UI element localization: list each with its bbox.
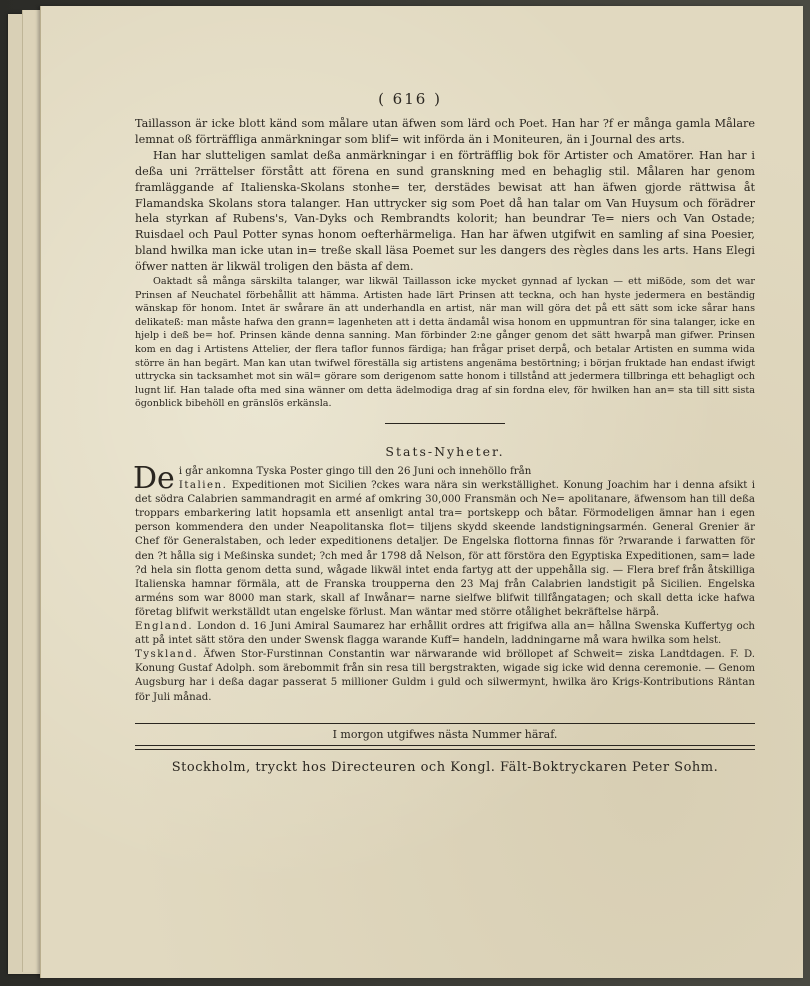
page-content — [135, 90, 755, 775]
news-text-england: London d. 16 Juni Amiral Saumarez har erhållit ordres att frigifwa alla an= hållna Swenska Kuffertyg och att på intet sätt störa den under Swensk flagga warande Kuff= handeln, laddningarne må wara hwilka som helst. — [135, 621, 755, 647]
section-divider — [385, 423, 505, 424]
paragraph-prinsen: Oaktadt så många särskilta talanger, war likwäl Taillasson icke mycket gynnad af lyckan — ett mißöde, som det war Prinsen af Neuchatel förbehållit att hämma. Artisten hade lärt Prinsen att teckna, och han hyste jedermera en beständig wänskap för honom. Intet är swårare än att underhandla en artist, när man will göra det på ett sätt som icke sårar hans delikateß: man måste hafwa den grann= lagenheten att i detta ändamål wisa honom en uppmuntran för sina talanger, icke en hjelp i deß be= hof. Prinsen kände denna sanning. Man förbinder 2:ne gånger genom det sätt hwarpå man gifwer. Prinsen kom en dag i Artistens Attelier, der flera taflor funnos färdiga; han frågar priset derpå, och betalar Artisten en summa wida större än han begärt. Man kan utan twifwel föreställa sig artistens angenäma bestörtning; i början fruktade han endast ifwigt uttrycka sin tacksamhet mot sin wäl= görare som derigenom satte honom i tillstånd att jedermera tillbringa ett behagligt och lugnt lif. Han talade ofta med sina wänner om detta ädelmodiga drag af sin fordna elev, för hwilken han an= sta till sitt sista ögonblick bibehöll en gränslös erkänsla. — [135, 276, 755, 410]
page-number: ( 616 ) — [378, 90, 442, 108]
section-title: Stats-Nyheter. — [385, 444, 505, 459]
news-text-italien: Expeditionen mot Sicilien ?ckes wara nära sin werkställighet. Konung Joachim har i denna afsikt i det södra Calabrien sammandragit en armé af omkring 30,000 Fransmän och Ne= apolitanare, äfwensom han till deßa troppars embarkering latit hopsamla ett ansenligt antal tra= portskepp och båtar. Förmodeligen ämnar han i egen person kommendera den under Neapolitanska flot= tiljens skydd skeende landstigningsarmén. General Grenier är Chef för Generalstaben, och leder expeditionens detaljer. De Engelska flottorna finnas för ?rwarande i farwatten för den ?t hålla sig i Meßinska sundet; ?ch med år 1798 då Nelson, för att förstöra den Egyptiska Expeditionen, sam= lade ?d hela sin flotta genom detta sund, wågade likwäl intet enda fartyg att der uppehålla sig. — Flera bref från åtskilliga Italienska hamnar förmäla, att de Franska troupperna den 23 Maj från Calabrien landstigit på Sicilien. Engelska arméns som war 8000 man stark, skall af Inwånar= narne sielfwe blifwit tillfångatagen; och skall detta icke hafwa företag blifwit werkställdt utan engelske förlust. Man wäntar med större otålighet bekräftelse härpå. — [135, 480, 755, 618]
newspaper-page — [40, 6, 803, 978]
news-intro: i går ankomna Tyska Poster gingo till den 26 Juni och innehöllo från — [178, 466, 532, 477]
imprint-rule — [135, 745, 755, 750]
news-location-tyskland: Tyskland. — [135, 649, 199, 661]
news-location-italien: Italien. — [178, 480, 228, 492]
news-location-england: England. — [135, 621, 194, 633]
news-body — [133, 461, 755, 705]
paragraph-anmarkningar: Han har slutteligen samlat deßa anmärkningar i en förträfflig bok för Artister och Amatörer. Han har i deßa uni ?rrättelser förstått att förena en sund granskning med en behaglig stil. Målaren har genom framläggande af Italienska-Skolans stonhe= ter, derstädes bewisat att han äfwen gjorde rättwisa åt Flamandska Skolans stora talanger. Han uttrycker sig som Poet då han talar om Van Huysum och förädrer hela styrkan af Rubens's, Van-Dyks och Rembrandts kolorit; han beundrar Te= niers och Van Ostade; Ruisdael och Paul Potter synas honom oefterhärmeliga. Han har äfwen utgifwit en samling af sina Poesier, bland hwilka man icke utan in= treße skall läsa Poemet sur les dangers des règles dans les arts. Hans Elegi öfwer natten är likwäl troligen den bästa af dem. — [135, 148, 755, 274]
next-issue-note: I morgon utgifwes nästa Nummer häraf. — [332, 727, 558, 741]
paragraph-taillasson: Taillasson är icke blott känd som målare utan äfwen som lärd och Poet. Han har ?f er många gamla Målare lemnat oß förträffliga anmärkningar som blif= wit införda än i Moniteuren, än i Journal des arts. — [135, 117, 755, 146]
footer-rule — [135, 723, 755, 724]
printer-imprint: Stockholm, tryckt hos Directeuren och Kongl. Fält-Boktryckaren Peter Sohm. — [171, 759, 719, 775]
news-text-tyskland: Äfwen Stor-Furstinnan Constantin war närwarande wid bröllopet af Schweit= ziska Landtdagen. F. D. Konung Gustaf Adolph. som ärebommit från sin resa till bergstrakten, wigade sig icke wid denna ceremonie. — Genom Augsburg har i deßa dagar passerat 5 millioner Guldm i guld och silwermynt, hwilka äro Krigs-Kontributions Räntan för Juli månad. — [135, 649, 755, 703]
drop-cap: De — [133, 461, 175, 496]
